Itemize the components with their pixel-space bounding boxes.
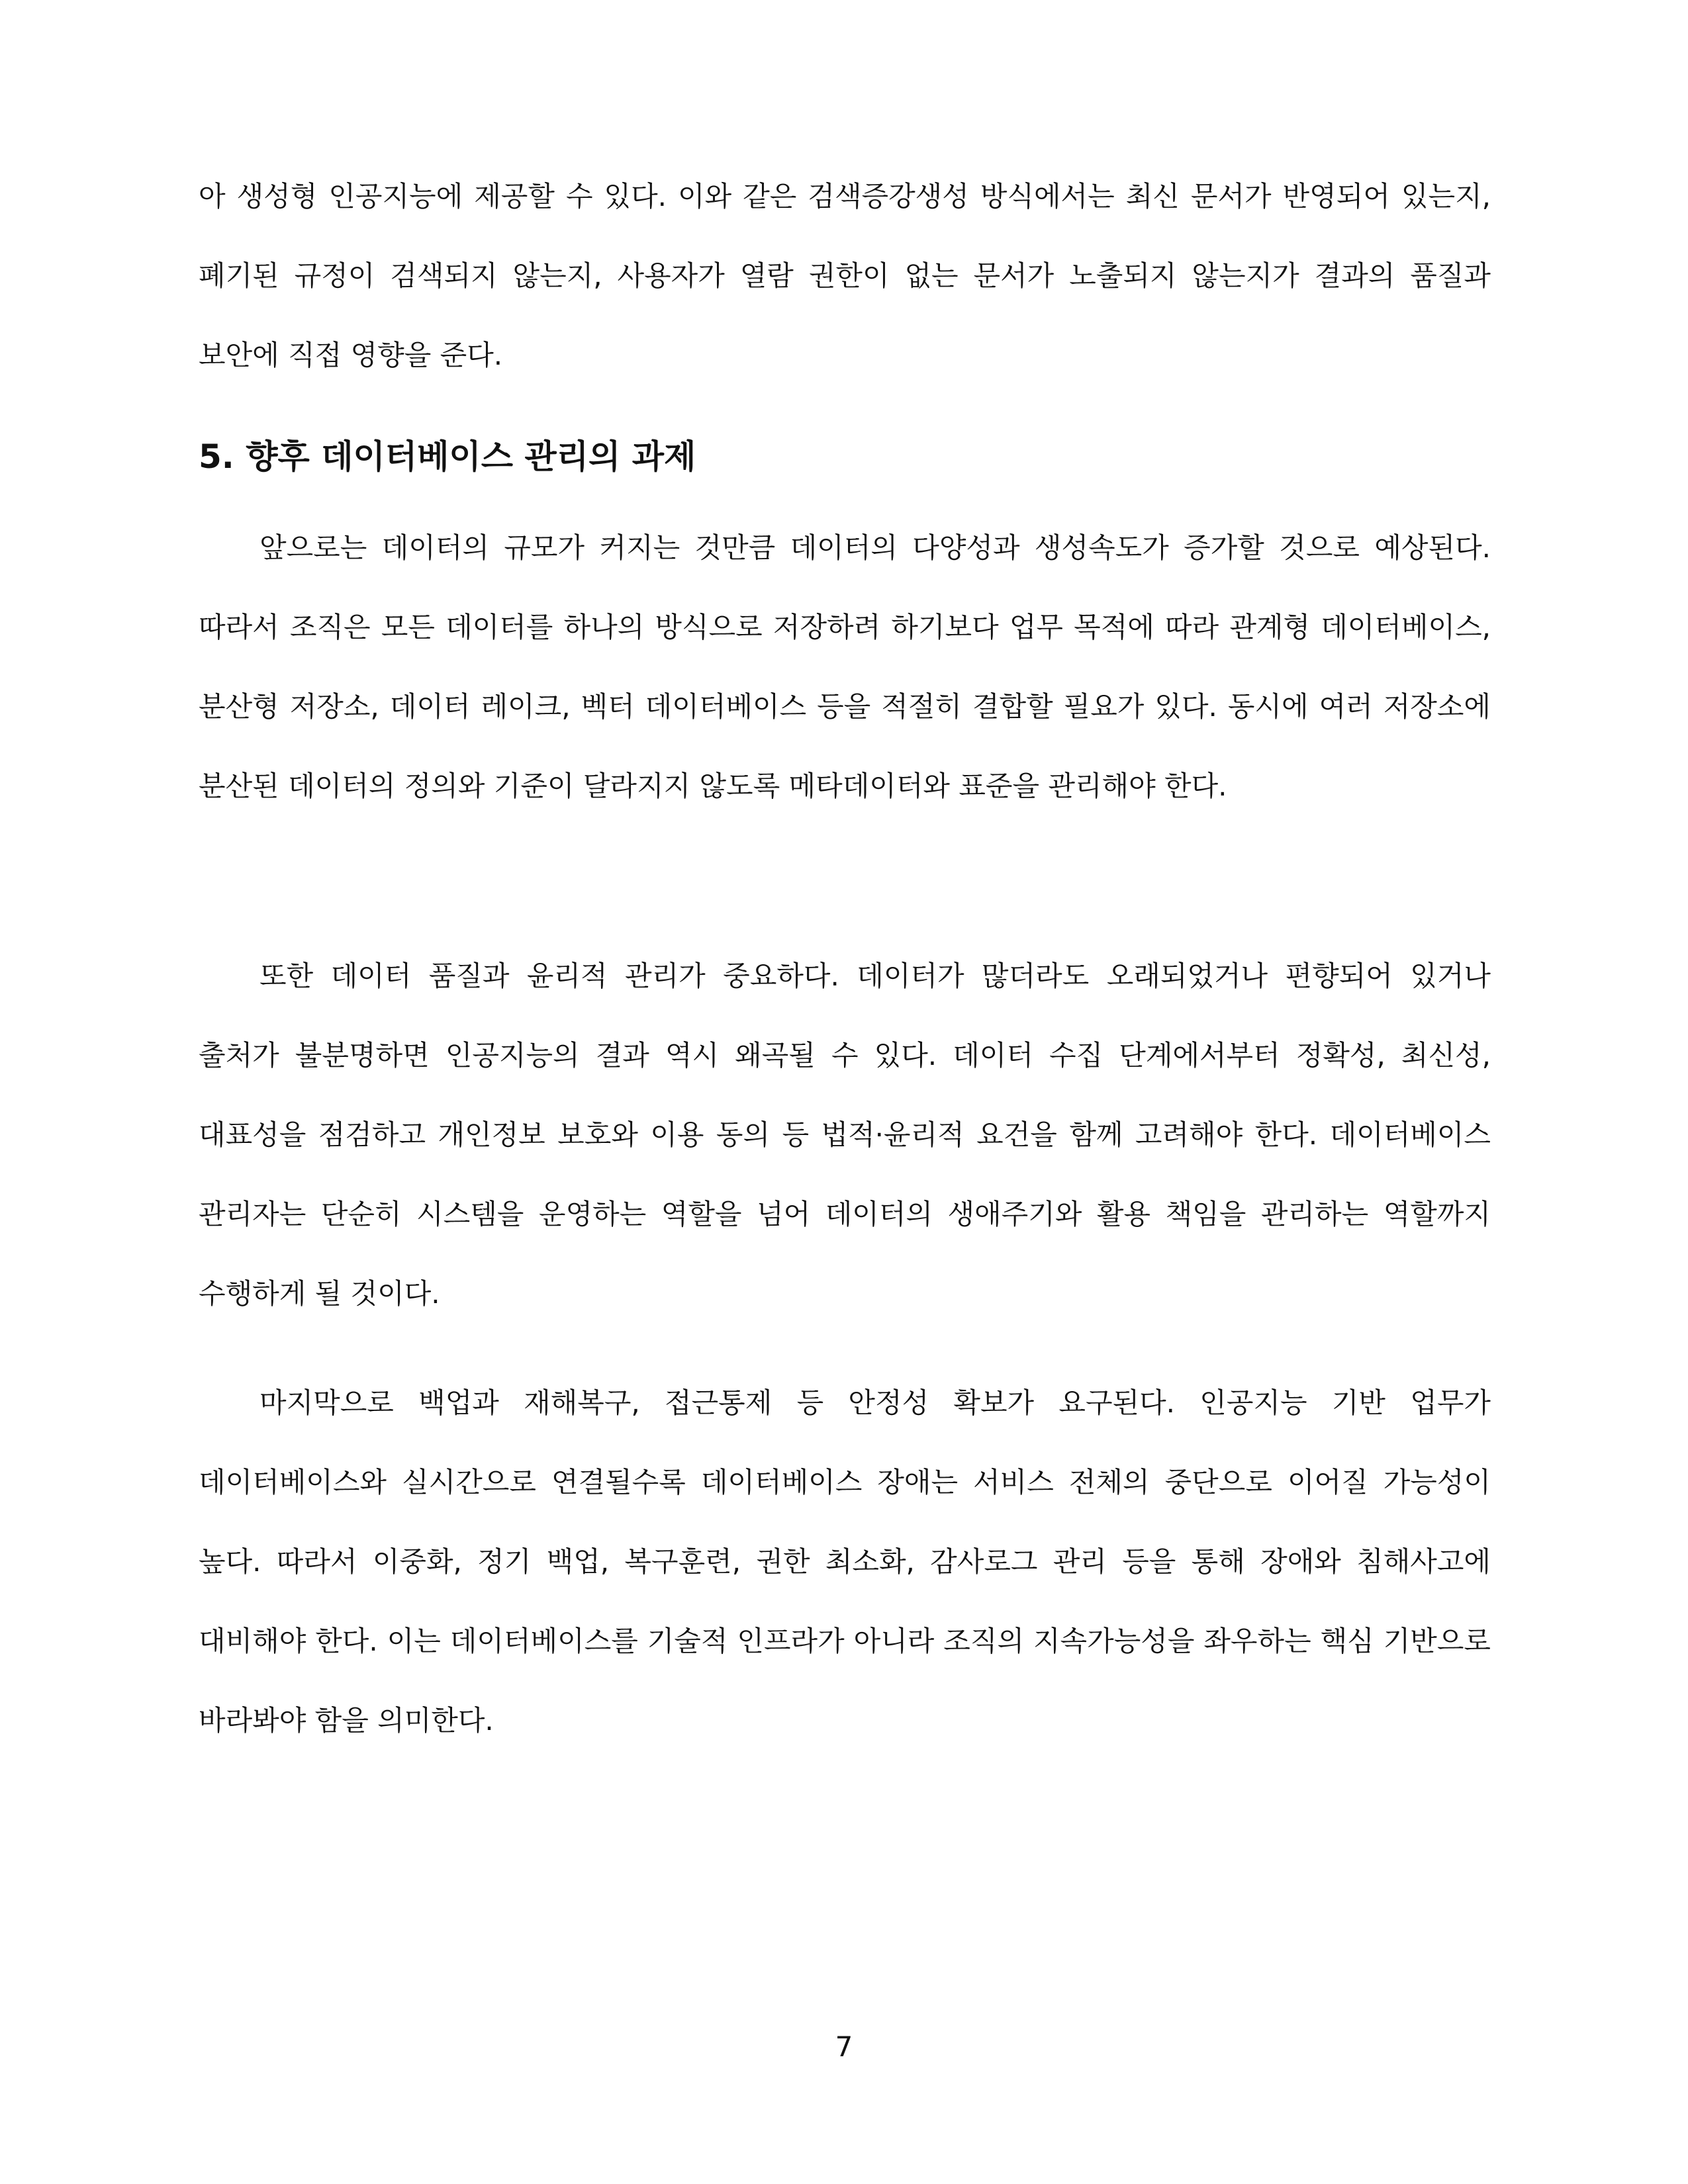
intro-paragraph: 아 생성형 인공지능에 제공할 수 있다. 이와 같은 검색증강생성 방식에서는 최신 문서가 반영되어 있는지, 폐기된 규정이 검색되지 않는지, 사용자가 열람 권한이 없는 문서가 노출되지 않는지가 결과의 품질과 보안에 직접 영향을 준다. [199, 180, 1491, 371]
body-paragraph-3: 마지막으로 백업과 재해복구, 접근통제 등 안정성 확보가 요구된다. 인공지능 기반 업무가 데이터베이스와 실시간으로 연결될수록 데이터베이스 장애는 서비스 전체의 중단으로 이어질 가능성이 높다. 따라서 이중화, 정기 백업, 복구훈련, 권한 최소화, 감사로그 관리 등을 통해 장애와 침해사고에 대비해야 한다. 이는 데이터베이스를 기술적 인프라가 아니라 조직의 지속가능성을 좌우하는 핵심 기반으로 바라봐야 함을 의미한다. [199, 1387, 1491, 1737]
body-paragraph-1: 앞으로는 데이터의 규모가 커지는 것만큼 데이터의 다양성과 생성속도가 증가할 것으로 예상된다. 따라서 조직은 모든 데이터를 하나의 방식으로 저장하려 하기보다 업무 목적에 따라 관계형 데이터베이스, 분산형 저장소, 데이터 레이크, 벡터 데이터베이스 등을 적절히 결합할 필요가 있다. 동시에 여러 저장소에 분산된 데이터의 정의와 기준이 달라지지 않도록 메타데이터와 표준을 관리해야 한다. [199, 531, 1491, 802]
page-number: 7 [835, 2030, 853, 2063]
section-heading: 5. 향후 데이터베이스 관리의 과제 [199, 437, 696, 476]
body-paragraph-2: 또한 데이터 품질과 윤리적 관리가 중요하다. 데이터가 많더라도 오래되었거나 편향되어 있거나 출처가 불분명하면 인공지능의 결과 역시 왜곡될 수 있다. 데이터 수집 단계에서부터 정확성, 최신성, 대표성을 점검하고 개인정보 보호와 이용 동의 등 법적·윤리적 요건을 함께 고려해야 한다. 데이터베이스 관리자는 단순히 시스템을 운영하는 역할을 넘어 데이터의 생애주기와 활용 책임을 관리하는 역할까지 수행하게 될 것이다. [199, 960, 1491, 1310]
